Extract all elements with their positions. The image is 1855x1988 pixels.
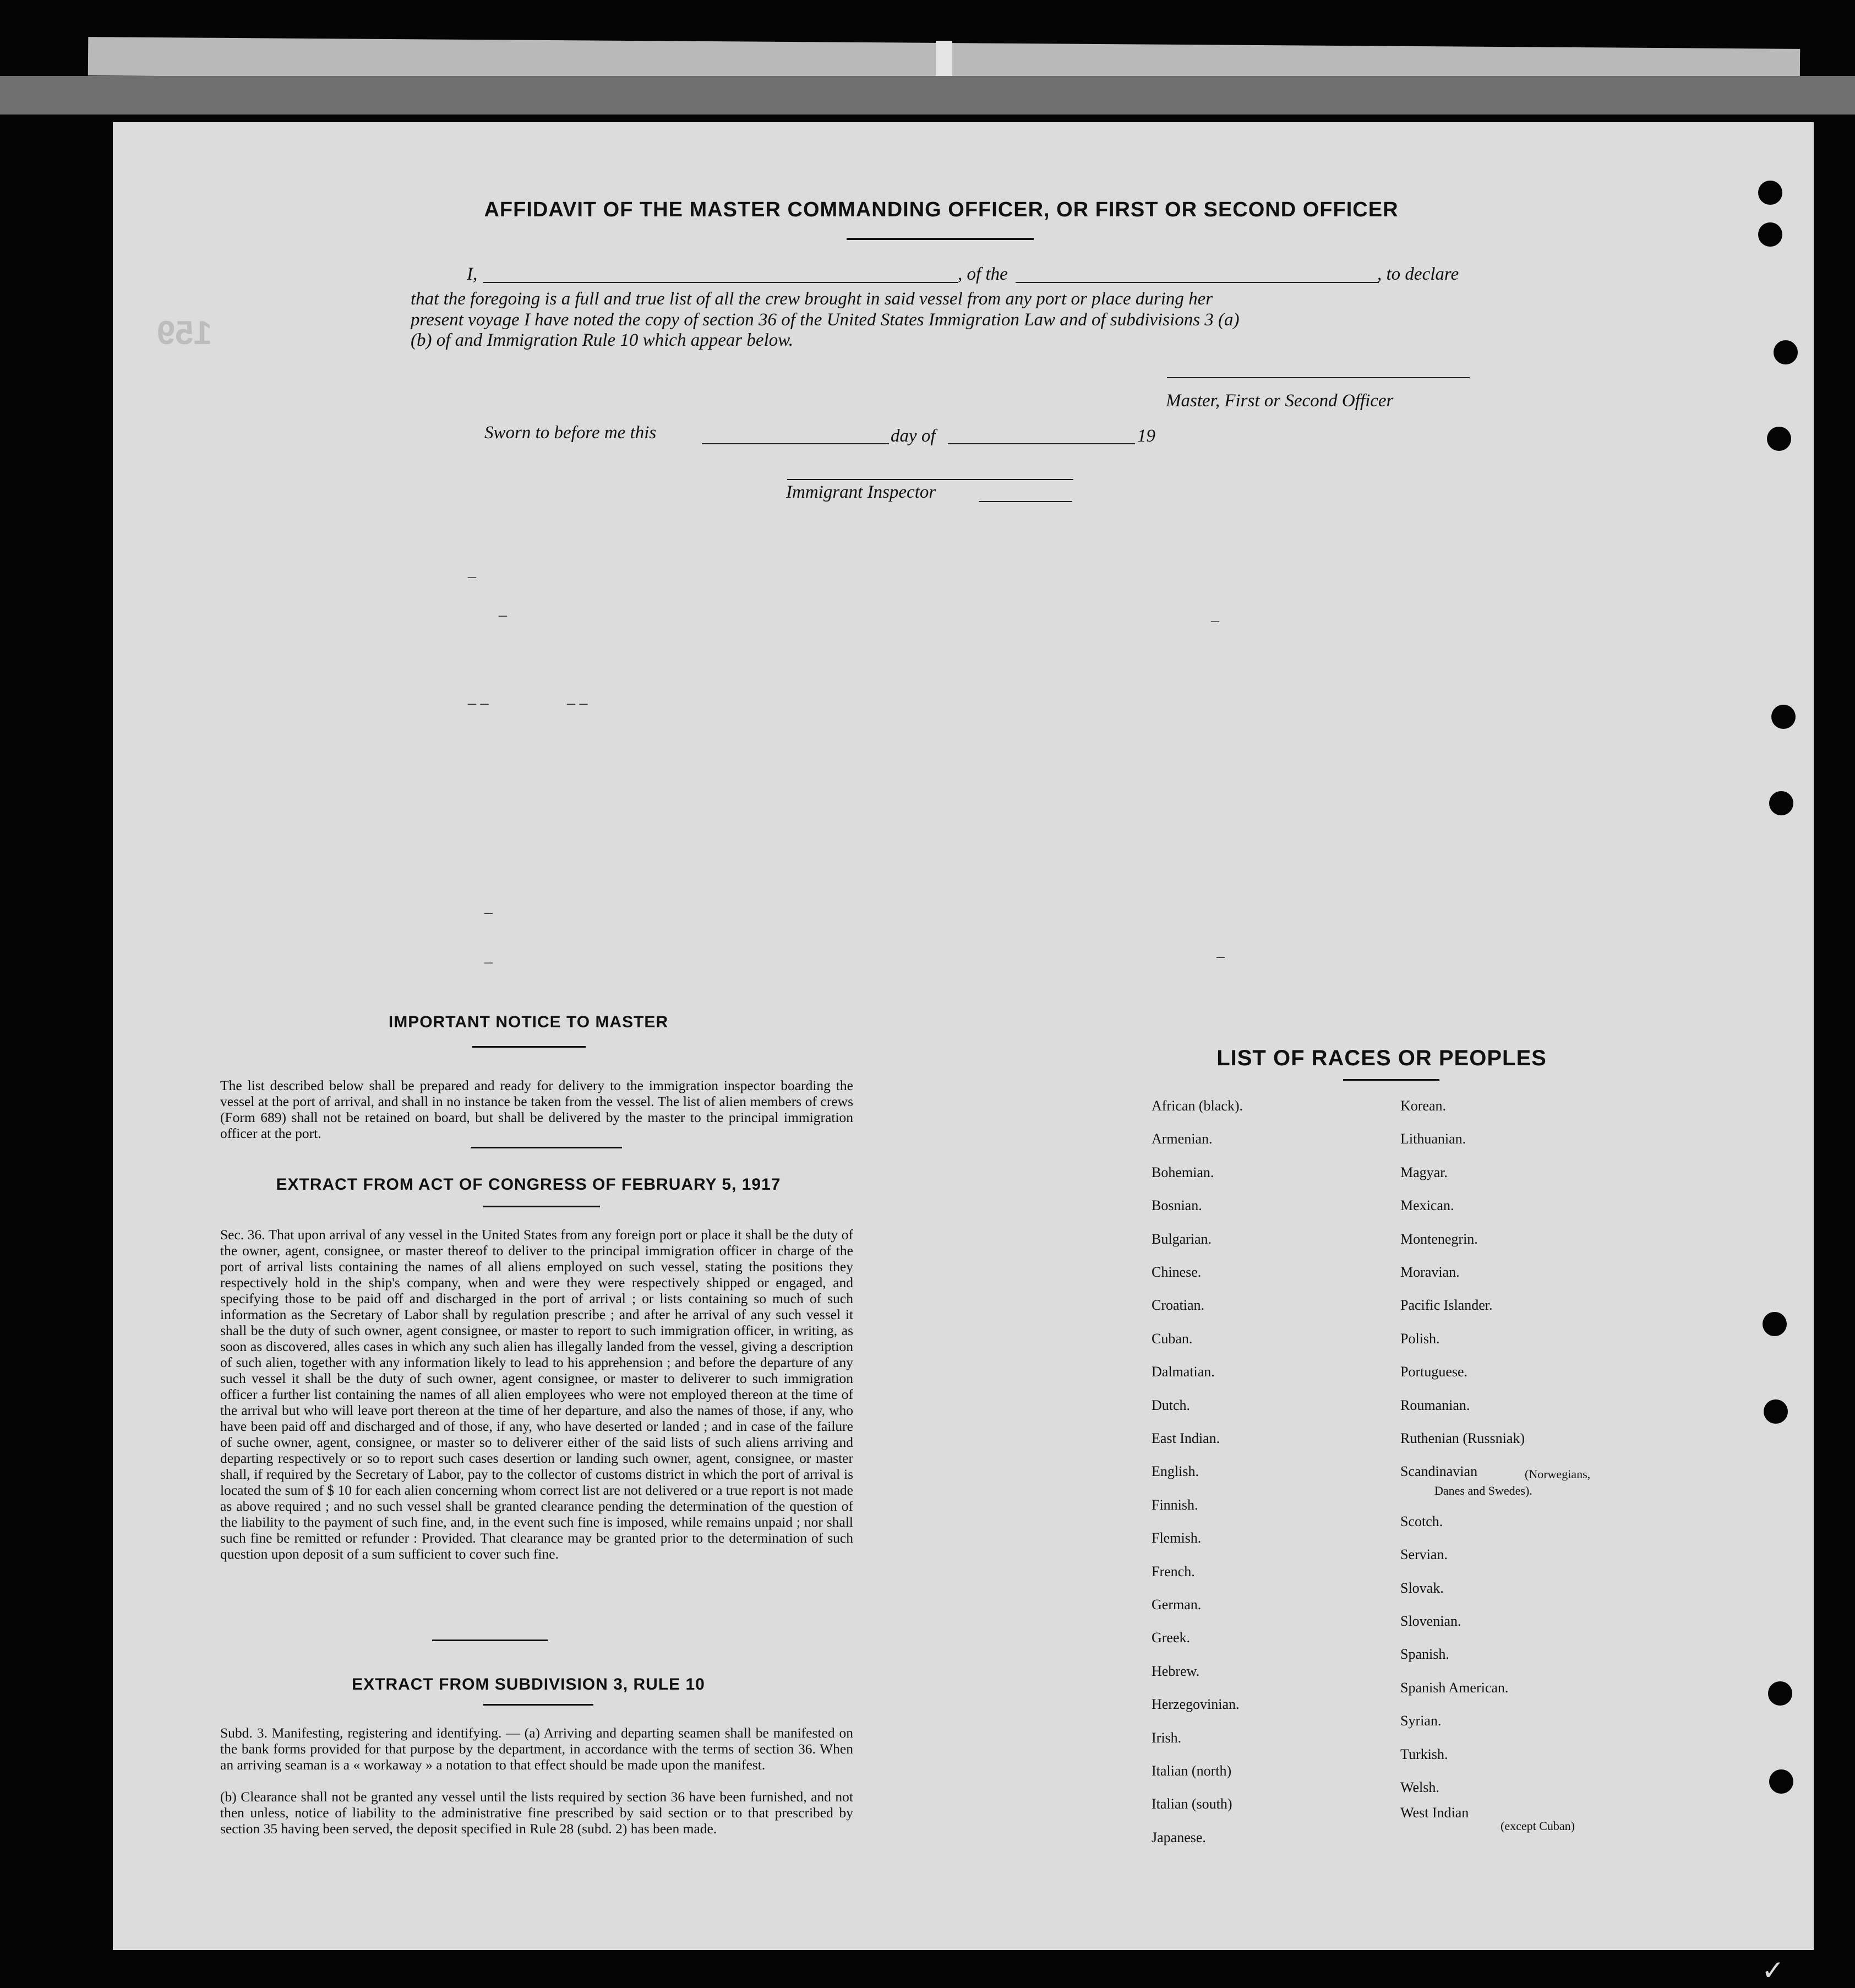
notice-heading: IMPORTANT NOTICE TO MASTER bbox=[388, 1013, 669, 1031]
punch-hole bbox=[1771, 705, 1796, 729]
race-item: German. bbox=[1152, 1597, 1202, 1613]
punch-hole bbox=[1764, 1399, 1788, 1424]
race-item: Slovenian. bbox=[1400, 1613, 1461, 1629]
race-item: Roumanian. bbox=[1400, 1397, 1470, 1413]
race-item: Dalmatian. bbox=[1152, 1364, 1215, 1380]
affidavit-of-the: , of the bbox=[958, 264, 1008, 284]
rule-text-b: (b) Clearance shall not be granted any vessel until the lists required by section 36 have been furnished, and not then unless, notice of liability to the administrative fine prescribed by said section or to that prescribed by section 35 having been served, the deposit specified in Rule 28 (subd. 2) has been made. bbox=[220, 1789, 853, 1837]
punch-hole bbox=[1769, 791, 1793, 815]
punch-hole bbox=[1758, 222, 1782, 247]
race-item: Welsh. bbox=[1400, 1779, 1439, 1795]
act-text: Sec. 36. That upon arrival of any vessel in the United States from any foreign port or place it shall be the duty of the owner, agent, consignee, or master thereof to deliver to the principal immigration officer in charge of the port of arrival lists containing the names of all aliens employed on such vessel, stating the positions they respectively hold in the ship's company, when and were they were respectively shipped or engaged, and specifying those to be paid off and discharged in the port of arrival ; or lists containing so much of such information as the Secretary of Labor shall by regulation prescribe ; and after he arrival of any such vessel it shall be the duty of such owner, agent consignee, or master to report to such immigration officer, in writing, as soon as discovered, alles cases in which any such alien has illegally landed from the vessel, giving a description of such alien, together with any information likely to lead to his apprehension ; and before the departure of any such vessel it shall be the duty of such owner, agent consignee, or master to deliverer to such immigration officer a further list containing the names of all alien employees who were not employed thereon at the time of the arrival but who will leave port thereon at the time of her departure, and also the names of those, if any, who have been paid off and discharged and of those, if any, who have deserted or landed ; and in case of the failure of suche owner, agent, consignee, or master so to deliverer either of the said lists of such aliens arriving and departing respectively or so to report such cases desertion or landing such owner, agent, consignee, or master shall, if required by the Secretary of Labor, pay to the collector of customs district in which the port of arrival is located the sum of $ 10 for each alien concerning whom correct list are not delivered or a true report is not made as above required ; and no such vessel shall be granted clearance pending the determination of the question of the liability to the payment of such fine, and, in the event such fine is imposed, while remains unpaid ; nor shall such fine be remitted or refunder : Provided. That clearance may be granted prior to the determination of such question upon deposit of a sum sufficient to cover such fine. bbox=[220, 1227, 853, 1562]
top-shadow-band bbox=[0, 76, 1855, 115]
stray-mark: – bbox=[484, 903, 493, 921]
race-item: Turkish. bbox=[1400, 1746, 1448, 1762]
stray-mark: – bbox=[1216, 947, 1225, 965]
races-heading: LIST OF RACES OR PEOPLES bbox=[1216, 1046, 1547, 1070]
race-item: Spanish American. bbox=[1400, 1679, 1509, 1696]
master-label: Master, First or Second Officer bbox=[1166, 391, 1394, 411]
race-item: English. bbox=[1152, 1463, 1199, 1480]
race-item: Korean. bbox=[1400, 1098, 1447, 1114]
race-item: Japanese. bbox=[1152, 1829, 1206, 1845]
notice-underline bbox=[472, 1046, 586, 1048]
race-item: Croatian. bbox=[1152, 1297, 1205, 1314]
affidavit-to-declare: , to declare bbox=[1377, 264, 1459, 284]
rule-heading: EXTRACT FROM SUBDIVISION 3, RULE 10 bbox=[352, 1675, 705, 1693]
affidavit-line-4: (b) of and Immigration Rule 10 which appear below. bbox=[411, 330, 794, 350]
day-of-label: day of bbox=[891, 426, 936, 446]
stray-mark: – bbox=[468, 567, 476, 585]
race-item: Scandinavian bbox=[1400, 1463, 1478, 1480]
race-item: Polish. bbox=[1400, 1330, 1440, 1347]
west-indian-note: (except Cuban) bbox=[1501, 1819, 1575, 1833]
race-item: Irish. bbox=[1152, 1729, 1182, 1746]
affidavit-line-2: that the foregoing is a full and true list of all the crew brought in said vessel from any port or place during her bbox=[411, 289, 1213, 309]
race-item: Cuban. bbox=[1152, 1330, 1193, 1347]
race-item: Syrian. bbox=[1400, 1713, 1442, 1729]
punch-hole bbox=[1763, 1312, 1787, 1336]
race-item: Mexican. bbox=[1400, 1197, 1454, 1214]
affidavit-line-3: present voyage I have noted the copy of section 36 of the United States Immigration Law and of subdivisions 3 (a) bbox=[411, 310, 1240, 330]
race-item: Ruthenian (Russniak) bbox=[1400, 1430, 1525, 1446]
sworn-label: Sworn to before me this bbox=[484, 423, 657, 443]
punch-hole bbox=[1769, 1769, 1793, 1794]
master-signature-field[interactable] bbox=[1167, 377, 1470, 378]
name-field[interactable] bbox=[483, 282, 958, 283]
notice-rule bbox=[471, 1147, 622, 1148]
race-item: Flemish. bbox=[1152, 1530, 1202, 1546]
affidavit-i: I, bbox=[467, 264, 478, 284]
race-item: Italian (north) bbox=[1152, 1763, 1232, 1779]
punch-hole bbox=[1758, 181, 1782, 205]
stray-mark: – – bbox=[567, 694, 588, 712]
race-item: Bosnian. bbox=[1152, 1197, 1202, 1214]
races-underline bbox=[1343, 1079, 1439, 1081]
rule-underline bbox=[483, 1704, 593, 1706]
act-underline bbox=[483, 1206, 600, 1207]
race-item: Armenian. bbox=[1152, 1131, 1213, 1147]
sworn-day-field[interactable] bbox=[702, 443, 889, 444]
race-item: Bohemian. bbox=[1152, 1164, 1214, 1180]
race-item: Slovak. bbox=[1400, 1579, 1444, 1596]
act-rule bbox=[432, 1640, 548, 1641]
punch-hole bbox=[1768, 1681, 1792, 1706]
race-item: French. bbox=[1152, 1563, 1195, 1579]
race-item: Italian (south) bbox=[1152, 1796, 1232, 1812]
stray-mark: – bbox=[499, 606, 507, 624]
act-heading: EXTRACT FROM ACT OF CONGRESS OF FEBRUARY 5, 1917 bbox=[276, 1175, 781, 1194]
race-item: Scotch. bbox=[1400, 1513, 1443, 1529]
race-item: Chinese. bbox=[1152, 1264, 1202, 1280]
race-item: Greek. bbox=[1152, 1630, 1191, 1646]
punch-hole bbox=[1774, 340, 1798, 364]
scandinavian-note-2: Danes and Swedes). bbox=[1434, 1484, 1532, 1497]
race-item: Moravian. bbox=[1400, 1264, 1460, 1280]
inspector-rule bbox=[787, 479, 1073, 480]
race-item: East Indian. bbox=[1152, 1430, 1220, 1446]
race-item: Montenegrin. bbox=[1400, 1230, 1478, 1247]
stray-mark: – bbox=[1211, 611, 1219, 629]
race-item: Servian. bbox=[1400, 1546, 1448, 1563]
race-item: Pacific Islander. bbox=[1400, 1297, 1493, 1314]
notice-text: The list described below shall be prepared and ready for delivery to the immigration inspector boarding the vessel at the port of arrival, and shall in no instance be taken from the vessel. The list of alien members of crews (Form 689) shall not be retained on board, but shall be delivered by the master to the principal immigration officer at the port. bbox=[220, 1077, 853, 1141]
year-prefix: 19 bbox=[1137, 426, 1155, 446]
race-item: Bulgarian. bbox=[1152, 1230, 1212, 1247]
race-item: Hebrew. bbox=[1152, 1663, 1200, 1679]
race-item: Herzegovinian. bbox=[1152, 1696, 1240, 1713]
punch-hole bbox=[1767, 427, 1791, 451]
race-item: Spanish. bbox=[1400, 1646, 1449, 1663]
inspector-label: Immigrant Inspector bbox=[786, 482, 936, 502]
rule-text-a: Subd. 3. Manifesting, registering and identifying. — (a) Arriving and departing seamen shall be manifested on the bank forms provided for that purpose by the department, in accordance with the terms of section 36. When an arriving seaman is a « workaway » a notation to that effect should be made upon the manifest. bbox=[220, 1725, 853, 1773]
month-field[interactable] bbox=[948, 443, 1135, 444]
title-underline bbox=[847, 238, 1034, 240]
race-item: Lithuanian. bbox=[1400, 1131, 1466, 1147]
stray-mark: – bbox=[484, 952, 493, 971]
race-item: West Indian bbox=[1400, 1805, 1469, 1821]
race-item: Finnish. bbox=[1152, 1496, 1198, 1513]
position-field[interactable] bbox=[1016, 282, 1379, 283]
corner-checkmark: ✓ bbox=[1761, 1955, 1785, 1986]
bleed-page-number: 159 bbox=[157, 314, 212, 351]
stray-mark: – – bbox=[468, 694, 489, 712]
race-item: Dutch. bbox=[1152, 1397, 1191, 1413]
race-item: African (black). bbox=[1152, 1098, 1243, 1114]
inspector-signature-field[interactable] bbox=[979, 501, 1072, 502]
race-item: Portuguese. bbox=[1400, 1364, 1468, 1380]
affidavit-title: AFFIDAVIT OF THE MASTER COMMANDING OFFICER, OR FIRST OR SECOND OFFICER bbox=[484, 198, 1399, 221]
race-item: Magyar. bbox=[1400, 1164, 1448, 1180]
scandinavian-note-1: (Norwegians, bbox=[1525, 1467, 1591, 1481]
